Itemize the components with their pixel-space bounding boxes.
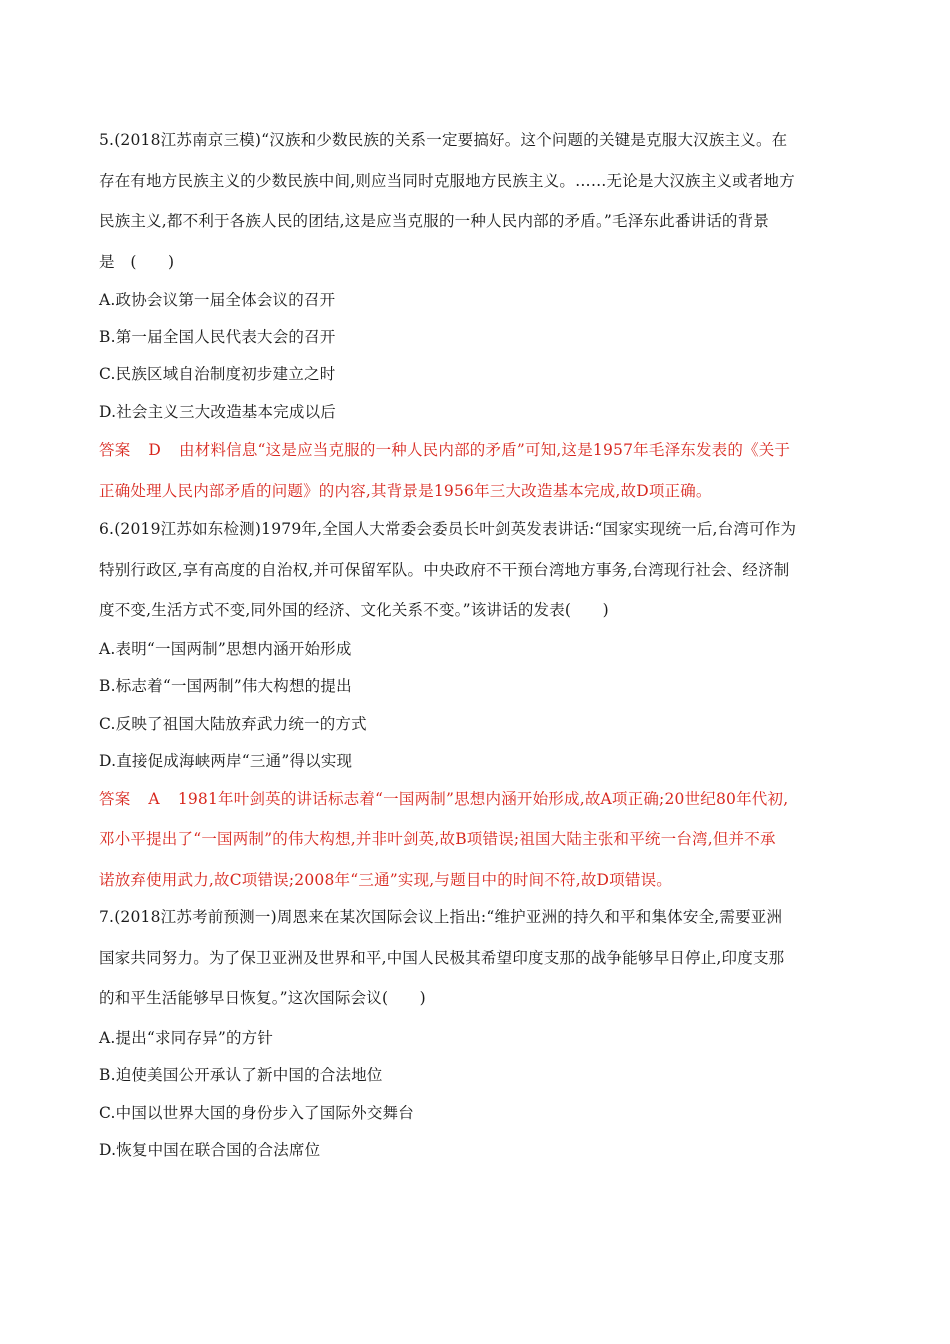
q6-answer-label: 答案 bbox=[99, 790, 131, 808]
q7-stem-line-3: 的和平生活能够早日恢复。”这次国际会议( ) bbox=[99, 989, 426, 1007]
q6-answer-line-3: 诺放弃使用武力,故C项错误;2008年“三通”实现,与题目中的时间不符,故D项错误。 bbox=[99, 871, 672, 889]
q5-option-d: D.社会主义三大改造基本完成以后 bbox=[99, 403, 337, 421]
q5-stem-line-3: 民族主义,都不利于各族人民的团结,这是应当克服的一种人民内部的矛盾。”毛泽东此番讲话的背景 bbox=[99, 212, 770, 230]
q6-option-a: A.表明“一国两制”思想内涵开始形成 bbox=[99, 640, 352, 658]
q5-answer-text-1: 由材料信息“这是应当克服的一种人民内部的矛盾”可知,这是1957年毛泽东发表的《关于 bbox=[179, 441, 791, 459]
q5-answer-line-2: 正确处理人民内部矛盾的问题》的内容,其背景是1956年三大改造基本完成,故D项正确。 bbox=[99, 482, 712, 500]
q6-stem-line-1: 6.(2019江苏如东检测)1979年,全国人大常委会委员长叶剑英发表讲话:“国家实现统一后,台湾可作为 bbox=[99, 520, 797, 538]
q5-answer-key: D bbox=[148, 441, 162, 459]
q5-stem-line-4: 是 ( ) bbox=[99, 253, 175, 271]
q5-stem-line-1: 5.(2018江苏南京三模)“汉族和少数民族的关系一定要搞好。这个问题的关键是克服大汉族主义。在 bbox=[99, 131, 788, 149]
q6-option-b: B.标志着“一国两制”伟大构想的提出 bbox=[99, 677, 352, 695]
q6-answer-line-1 bbox=[99, 789, 859, 809]
q7-stem-line-2: 国家共同努力。为了保卫亚洲及世界和平,中国人民极其希望印度支那的战争能够早日停止,印度支那 bbox=[99, 949, 785, 967]
q5-option-a: A.政协会议第一届全体会议的召开 bbox=[99, 291, 336, 309]
q7-option-d: D.恢复中国在联合国的合法席位 bbox=[99, 1141, 321, 1159]
q7-option-a: A.提出“求同存异”的方针 bbox=[99, 1029, 274, 1047]
q6-answer-key: A bbox=[148, 790, 160, 808]
q7-option-b: B.迫使美国公开承认了新中国的合法地位 bbox=[99, 1066, 383, 1084]
q5-option-c: C.民族区域自治制度初步建立之时 bbox=[99, 365, 336, 383]
q6-stem-line-3: 度不变,生活方式不变,同外国的经济、文化关系不变。”该讲话的发表( ) bbox=[99, 601, 609, 619]
q7-stem-line-1: 7.(2018江苏考前预测一)周恩来在某次国际会议上指出:“维护亚洲的持久和平和集体安全,需要亚洲 bbox=[99, 908, 783, 926]
q5-stem-line-2: 存在有地方民族主义的少数民族中间,则应当同时克服地方民族主义。……无论是大汉族主义或者地方 bbox=[99, 172, 795, 190]
q6-option-c: C.反映了祖国大陆放弃武力统一的方式 bbox=[99, 715, 367, 733]
q6-stem-line-2: 特别行政区,享有高度的自治权,并可保留军队。中央政府不干预台湾地方事务,台湾现行社会、经济制 bbox=[99, 561, 790, 579]
q6-option-d: D.直接促成海峡两岸“三通”得以实现 bbox=[99, 752, 353, 770]
q6-answer-line-2: 邓小平提出了“一国两制”的伟大构想,并非叶剑英,故B项错误;祖国大陆主张和平统一台湾,但并不承 bbox=[99, 830, 776, 848]
q7-option-c: C.中国以世界大国的身份步入了国际外交舞台 bbox=[99, 1104, 414, 1122]
q6-answer-text-1: 1981年叶剑英的讲话标志着“一国两制”思想内涵开始形成,故A项正确;20世纪80年代初, bbox=[177, 790, 789, 808]
q5-option-b: B.第一届全国人民代表大会的召开 bbox=[99, 328, 336, 346]
q5-answer-line-1 bbox=[99, 440, 859, 460]
q5-answer-label: 答案 bbox=[99, 441, 131, 459]
